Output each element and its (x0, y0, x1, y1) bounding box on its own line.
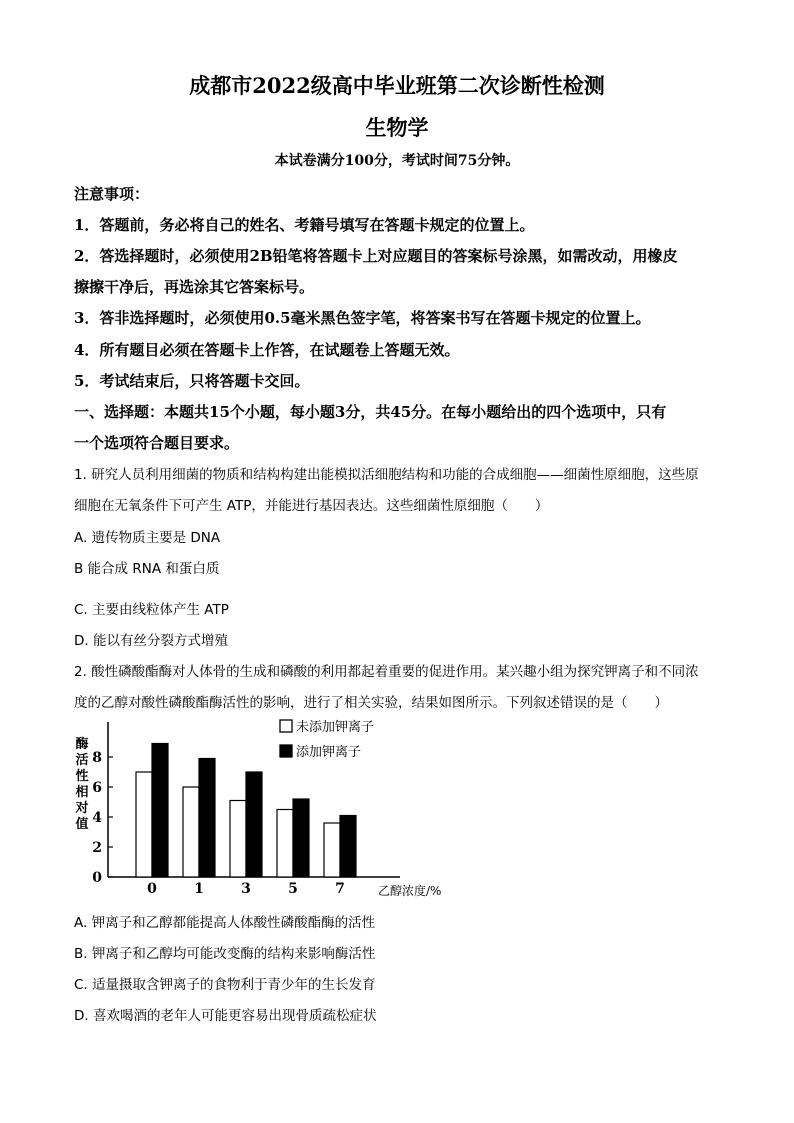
legend-swatch-potassium (280, 745, 292, 757)
note-item: 2．答选择题时，必须使用2B铅笔将答题卡上对应题目的答案标号涂黑，如需改动，用橡皮 (74, 247, 678, 265)
q1-option-c: C. 主要由线粒体产生 ATP (74, 602, 229, 618)
q2-option-a: A. 钾离子和乙醇都能提高人体酸性磷酸酯酶的活性 (74, 915, 376, 931)
y-tick-label: 4 (92, 810, 102, 826)
bar-potassium (199, 759, 215, 878)
bar-no-potassium (183, 787, 199, 877)
q2-option-b: B. 钾离子和乙醇均可能改变酶的结构来影响酶活性 (74, 946, 376, 962)
q1-option-a: A. 遗传物质主要是 DNA (74, 530, 221, 546)
x-tick-label: 3 (241, 881, 251, 897)
q1-stem: 1. 研究人员利用细菌的物质和结构构建出能模拟活细胞结构和功能的合成细胞——细菌性原细胞，这些原 (74, 467, 699, 483)
x-tick-label: 5 (288, 881, 298, 897)
bar-no-potassium (324, 823, 340, 877)
section-heading-cont: 一个选项符合题目要求。 (74, 434, 240, 452)
y-tick-label: 6 (92, 780, 102, 796)
x-tick-label: 0 (147, 881, 157, 897)
bar-potassium (340, 816, 356, 878)
y-tick-label: 0 (92, 870, 102, 886)
bar-potassium (246, 772, 262, 877)
legend-swatch-no-potassium (280, 720, 292, 732)
notes-heading: 注意事项： (74, 185, 150, 203)
q1-option-b: B 能合成 RNA 和蛋白质 (74, 561, 220, 577)
exam-title: 成都市2022级高中毕业班第二次诊断性检测 (189, 73, 605, 98)
bar-no-potassium (136, 772, 152, 877)
note-item: 3．答非选择题时，必须使用0.5毫米黑色签字笔，将答案书写在答题卡规定的位置上。 (74, 309, 651, 327)
note-item: 4．所有题目必须在答题卡上作答，在试题卷上答题无效。 (74, 341, 460, 359)
bar-potassium (293, 799, 309, 877)
legend (280, 719, 374, 760)
note-item: 擦擦干净后，再选涂其它答案标号。 (74, 278, 315, 296)
y-tick-label: 2 (92, 840, 102, 856)
section-heading: 一、选择题：本题共15个小题，每小题3分，共45分。在每小题给出的四个选项中，只有 (74, 403, 667, 421)
bar-no-potassium (277, 810, 293, 878)
q2-stem: 2. 酸性磷酸酯酶对人体骨的生成和磷酸的利用都起着重要的促进作用。某兴趣小组为探究钾离子和不同浓 (74, 664, 699, 680)
q1-option-d: D. 能以有丝分裂方式增殖 (74, 633, 228, 649)
bar-potassium (152, 744, 168, 878)
enzyme-activity-chart (70, 712, 450, 902)
y-axis-label: 酶活性相对值 (75, 737, 89, 832)
q2-option-d: D. 喜欢喝酒的老年人可能更容易出现骨质疏松症状 (74, 1008, 377, 1024)
q2-option-c: C. 适量摄取含钾离子的食物利于青少年的生长发育 (74, 977, 376, 993)
x-tick-label: 1 (194, 881, 204, 897)
note-item: 5．考试结束后，只将答题卡交回。 (74, 372, 310, 390)
bar-no-potassium (230, 801, 246, 878)
subject-title: 生物学 (365, 115, 429, 140)
legend-label-potassium: 添加钾离子 (296, 745, 362, 760)
y-tick-label: 8 (92, 750, 102, 766)
legend-label-no-potassium: 未添加钾离子 (296, 720, 375, 735)
x-tick-label: 7 (335, 881, 345, 897)
q2-stem-cont: 度的乙醇对酸性磷酸酯酶活性的影响，进行了相关实验，结果如图所示。下列叙述错误的是（ ） (74, 695, 668, 711)
x-axis-label: 乙醇浓度/% (378, 884, 442, 898)
note-item: 1．答题前，务必将自己的姓名、考籍号填写在答题卡规定的位置上。 (74, 216, 535, 234)
exam-info: 本试卷满分100分，考试时间75分钟。 (274, 153, 520, 169)
q1-stem-cont: 细胞在无氧条件下可产生 ATP，并能进行基因表达。这些细菌性原细胞（ ） (74, 498, 549, 514)
